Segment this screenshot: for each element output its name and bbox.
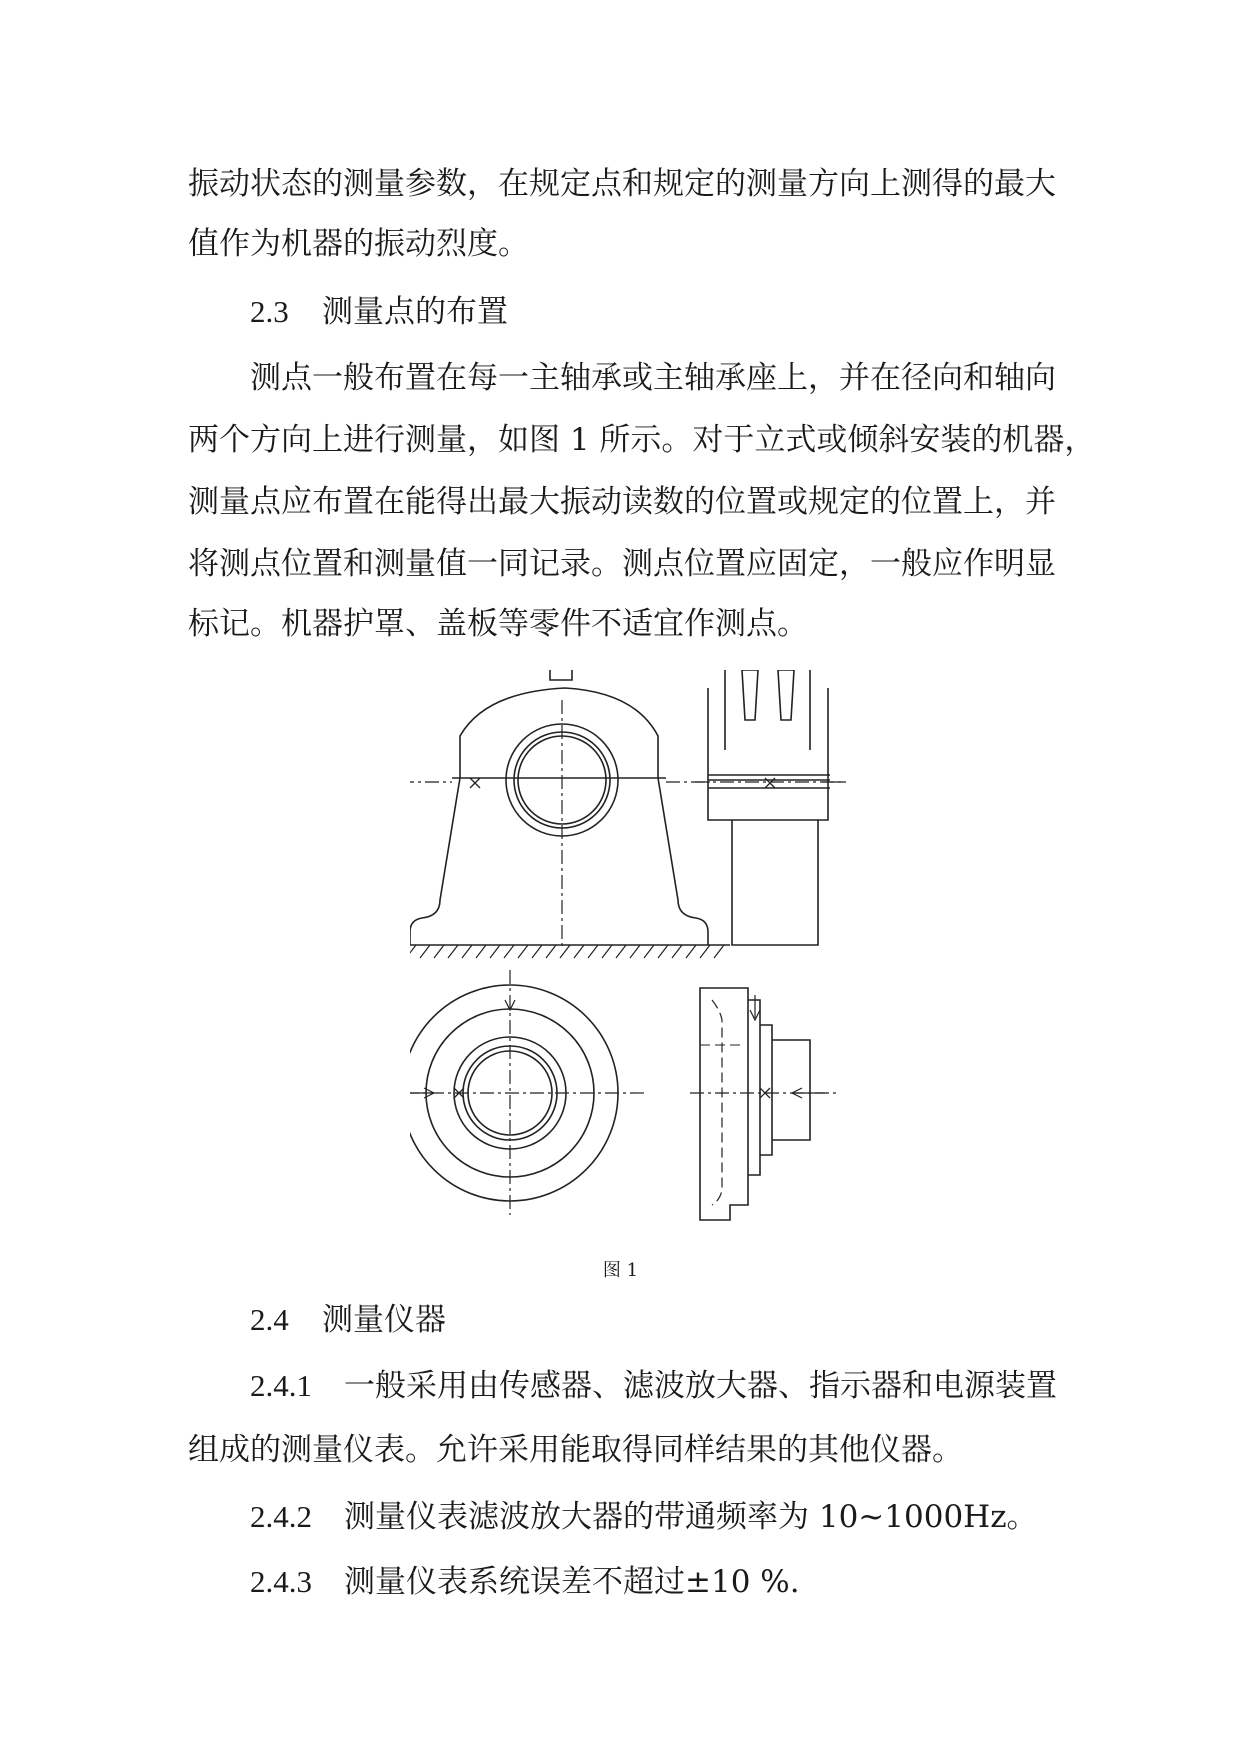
paragraph-2-line-5: 标记。机器护罩、盖板等零件不适宜作测点。: [188, 606, 808, 642]
item-number: 2.4.1: [250, 1368, 312, 1403]
item-2-4-2: [250, 1497, 1038, 1537]
section-title: 测量点的布置: [322, 294, 508, 330]
paragraph-2-line-1: 测点一般布置在每一主轴承或主轴承座上，并在径向和轴向: [250, 360, 1056, 396]
paragraph-2-line-2: 两个方向上进行测量，如图 1 所示。对于立式或倾斜安装的机器，: [188, 422, 1096, 458]
section-title: 测量仪器: [322, 1302, 446, 1338]
item-number: 2.4.2: [250, 1499, 312, 1534]
item-2-4-1-line-1: [250, 1366, 1057, 1406]
section-heading-2-4: [250, 1300, 446, 1340]
figure-caption: 图 1: [602, 1260, 639, 1281]
item-text: 一般采用由传感器、滤波放大器、指示器和电源装置: [344, 1368, 1057, 1404]
section-number: 2.3: [250, 294, 289, 329]
paragraph-2-line-3: 测量点应布置在能得出最大振动读数的位置或规定的位置上，并: [188, 484, 1056, 520]
item-text: 测量仪表系统误差不超过±10 %.: [344, 1564, 800, 1600]
item-text: 测量仪表滤波放大器的带通频率为 10~1000Hz。: [344, 1499, 1038, 1535]
paragraph-1-line-2: 值作为机器的振动烈度。: [188, 226, 529, 262]
bearing-side-projection: [690, 988, 840, 1220]
section-number: 2.4: [250, 1302, 289, 1337]
paragraph-2-line-4: 将测点位置和测量值一同记录。测点位置应固定，一般应作明显: [188, 546, 1056, 582]
bearing-measurement-figure: [410, 670, 920, 1230]
paragraph-1-line-1: 振动状态的测量参数，在规定点和规定的测量方向上测得的最大: [188, 166, 1056, 202]
pedestal-side-view: [695, 670, 846, 945]
item-2-4-1-line-2: 组成的测量仪表。允许采用能取得同样结果的其他仪器。: [188, 1432, 963, 1468]
section-heading-2-3: [250, 292, 508, 332]
item-2-4-3: [250, 1562, 800, 1602]
circular-drawing: [410, 970, 646, 1215]
pedestal-front-view: [410, 670, 730, 958]
item-number: 2.4.3: [250, 1564, 312, 1599]
